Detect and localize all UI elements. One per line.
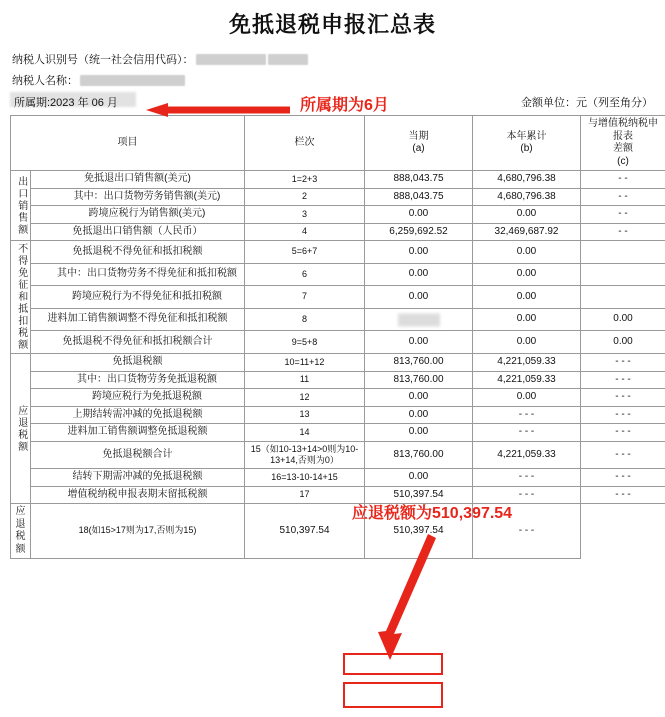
document-page <box>0 8 665 717</box>
header-current-l1: 当期 <box>368 131 469 144</box>
cell-line: 13 <box>245 406 365 424</box>
cell-difference <box>581 241 665 264</box>
cell-accumulated: 0.00 <box>473 308 581 331</box>
cell-accumulated: - - - <box>473 486 581 504</box>
cell-line: 8 <box>245 308 365 331</box>
arrow-pointing-to-refund-icon <box>378 528 438 660</box>
cell-line: 1=2+3 <box>245 171 365 189</box>
cell-accumulated: - - - <box>473 406 581 424</box>
cell-item: 跨境应税行为不得免征和抵扣税额 <box>31 286 245 309</box>
annotation-refund: 应退税额为510,397.54 <box>352 500 512 523</box>
cell-item: 免抵退出口销售额(美元) <box>31 171 245 189</box>
table-row <box>11 206 665 224</box>
cell-line: 18(如15>17则为17,否则为15) <box>31 504 245 559</box>
annotation-period: 所属期为6月 <box>300 92 389 115</box>
taxpayer-name-row <box>12 72 655 88</box>
table-row <box>11 354 665 372</box>
cell-difference: 0.00 <box>581 308 665 331</box>
cell-item: 应退税额 <box>11 504 31 559</box>
cell-difference: - - - <box>473 504 581 559</box>
cell-item: 进料加工销售额调整不得免征和抵扣税额 <box>31 308 245 331</box>
cell-item: 免抵退税不得免征和抵扣税额合计 <box>31 331 245 354</box>
row-group-label: 出口销售额 <box>11 171 31 241</box>
cell-item: 跨境应税行为销售额(美元) <box>31 206 245 224</box>
cell-item: 其中：出口货物劳务销售额(美元) <box>31 188 245 206</box>
header-item: 项目 <box>11 116 245 171</box>
cell-accumulated: 0.00 <box>473 263 581 286</box>
table-row <box>11 389 665 407</box>
cell-difference: 0.00 <box>581 331 665 354</box>
page-title: 免抵退税申报汇总表 <box>10 8 655 39</box>
cell-accumulated: 0.00 <box>473 206 581 224</box>
cell-item: 上期结转需冲减的免抵退税额 <box>31 406 245 424</box>
cell-current: 888,043.75 <box>365 171 473 189</box>
cell-line: 10=11+12 <box>245 354 365 372</box>
cell-accumulated: - - - <box>473 424 581 442</box>
cell-current: 0.00 <box>365 389 473 407</box>
cell-line: 11 <box>245 371 365 389</box>
cell-accumulated: 32,469,687.92 <box>473 223 581 241</box>
cell-accumulated: 4,680,796.38 <box>473 188 581 206</box>
taxpayer-name-redacted <box>80 75 185 86</box>
cell-difference: - - - <box>581 371 665 389</box>
cell-line: 15（如10-13+14>0则为10-13+14,否则为0） <box>245 441 365 469</box>
table-row <box>11 441 665 469</box>
table-row <box>11 241 665 264</box>
cell-line: 2 <box>245 188 365 206</box>
taxpayer-name-label: 纳税人名称： <box>12 72 78 88</box>
cell-accumulated: 0.00 <box>473 241 581 264</box>
cell-current: 6,259,692.52 <box>365 223 473 241</box>
cell-accumulated: 4,680,796.38 <box>473 171 581 189</box>
cell-difference: - - <box>581 206 665 224</box>
cell-line: 3 <box>245 206 365 224</box>
cell-current: 888,043.75 <box>365 188 473 206</box>
table-row <box>11 223 665 241</box>
cell-difference: - - - <box>581 354 665 372</box>
cell-current: 813,760.00 <box>365 441 473 469</box>
cell-item: 跨境应税行为免抵退税额 <box>31 389 245 407</box>
cell-current: 0.00 <box>365 286 473 309</box>
period-unit-row <box>12 93 653 111</box>
header-current <box>365 116 473 171</box>
cell-accumulated: - - - <box>473 469 581 487</box>
cell-current <box>365 308 473 331</box>
cell-difference: - - <box>581 188 665 206</box>
cell-difference: - - - <box>581 469 665 487</box>
table-row <box>11 424 665 442</box>
cell-difference <box>581 263 665 286</box>
cell-accumulated: 0.00 <box>473 389 581 407</box>
table-row <box>11 331 665 354</box>
table-row <box>11 469 665 487</box>
table-row <box>11 486 665 504</box>
cell-current: 510,397.54 <box>365 486 473 504</box>
header-current-l2: (a) <box>368 143 469 156</box>
cell-line: 6 <box>245 263 365 286</box>
period-label: 所属期:2023 年 06 月 <box>14 97 118 109</box>
table-row <box>11 188 665 206</box>
cell-accumulated: 0.00 <box>473 331 581 354</box>
cell-difference: - - - <box>581 486 665 504</box>
cell-accumulated: 4,221,059.33 <box>473 354 581 372</box>
cell-current: 0.00 <box>365 331 473 354</box>
cell-current: 813,760.00 <box>365 354 473 372</box>
cell-current: 0.00 <box>365 206 473 224</box>
cell-line: 16=13-10-14+15 <box>245 469 365 487</box>
table-row <box>11 171 665 189</box>
cell-line: 12 <box>245 389 365 407</box>
cell-line: 14 <box>245 424 365 442</box>
taxpayer-id-redacted-2 <box>268 54 308 65</box>
cell-current: 0.00 <box>365 241 473 264</box>
taxpayer-id-label: 纳税人识别号（统一社会信用代码）： <box>12 51 194 67</box>
cell-item: 结转下期需冲减的免抵退税额 <box>31 469 245 487</box>
header-accum-l2: (b) <box>476 143 577 156</box>
cell-difference: - - - <box>581 424 665 442</box>
header-difference <box>581 116 665 171</box>
cell-difference: - - <box>581 171 665 189</box>
cell-item: 其中：出口货物劳务免抵退税额 <box>31 371 245 389</box>
header-diff-l2: 差额 <box>584 143 662 156</box>
cell-difference: - - - <box>581 406 665 424</box>
cell-item: 免抵退出口销售额（人民币） <box>31 223 245 241</box>
taxpayer-id-redacted <box>196 54 266 65</box>
cell-accumulated: 510,397.54 <box>365 504 473 559</box>
cell-item: 免抵退税不得免征和抵扣税额 <box>31 241 245 264</box>
header-accumulated <box>473 116 581 171</box>
cell-line: 4 <box>245 223 365 241</box>
cell-current: 510,397.54 <box>245 504 365 559</box>
cell-accumulated: 0.00 <box>473 286 581 309</box>
highlight-box-line18 <box>343 682 443 708</box>
cell-accumulated: 4,221,059.33 <box>473 441 581 469</box>
table-row <box>11 286 665 309</box>
cell-current: 813,760.00 <box>365 371 473 389</box>
cell-line: 9=5+8 <box>245 331 365 354</box>
header-diff-l1: 与增值税纳税申报表 <box>584 118 662 143</box>
taxpayer-id-row <box>12 51 655 67</box>
cell-current: 0.00 <box>365 469 473 487</box>
cell-item: 其中：出口货物劳务不得免征和抵扣税额 <box>31 263 245 286</box>
cell-item: 免抵退税额合计 <box>31 441 245 469</box>
arrow-pointing-to-period-icon <box>146 103 290 117</box>
cell-item: 增值税纳税申报表期末留抵税额 <box>31 486 245 504</box>
period-field <box>12 93 120 111</box>
cell-current: 0.00 <box>365 263 473 286</box>
row-group-label: 应退税额 <box>11 354 31 504</box>
table-row <box>11 263 665 286</box>
cell-line: 7 <box>245 286 365 309</box>
table-body <box>11 171 665 559</box>
cell-difference: - - <box>581 223 665 241</box>
table-row <box>11 308 665 331</box>
cell-line: 17 <box>245 486 365 504</box>
table-row <box>11 371 665 389</box>
cell-line: 5=6+7 <box>245 241 365 264</box>
table-row <box>11 504 665 559</box>
cell-current: 0.00 <box>365 406 473 424</box>
cell-accumulated: 4,221,059.33 <box>473 371 581 389</box>
cell-item: 免抵退税额 <box>31 354 245 372</box>
header-accum-l1: 本年累计 <box>476 131 577 144</box>
table-header <box>11 116 665 171</box>
cell-difference: - - - <box>581 389 665 407</box>
cell-difference <box>581 286 665 309</box>
row-group-label: 不得免征和抵扣税额 <box>11 241 31 354</box>
cell-current: 0.00 <box>365 424 473 442</box>
cell-item: 进料加工销售额调整免抵退税额 <box>31 424 245 442</box>
table-row <box>11 406 665 424</box>
amount-unit-label: 金额单位：元（列至角分） <box>521 94 653 110</box>
header-diff-l3: (c) <box>584 156 662 169</box>
summary-table <box>10 115 665 559</box>
cell-difference: - - - <box>581 441 665 469</box>
header-line: 栏次 <box>245 116 365 171</box>
